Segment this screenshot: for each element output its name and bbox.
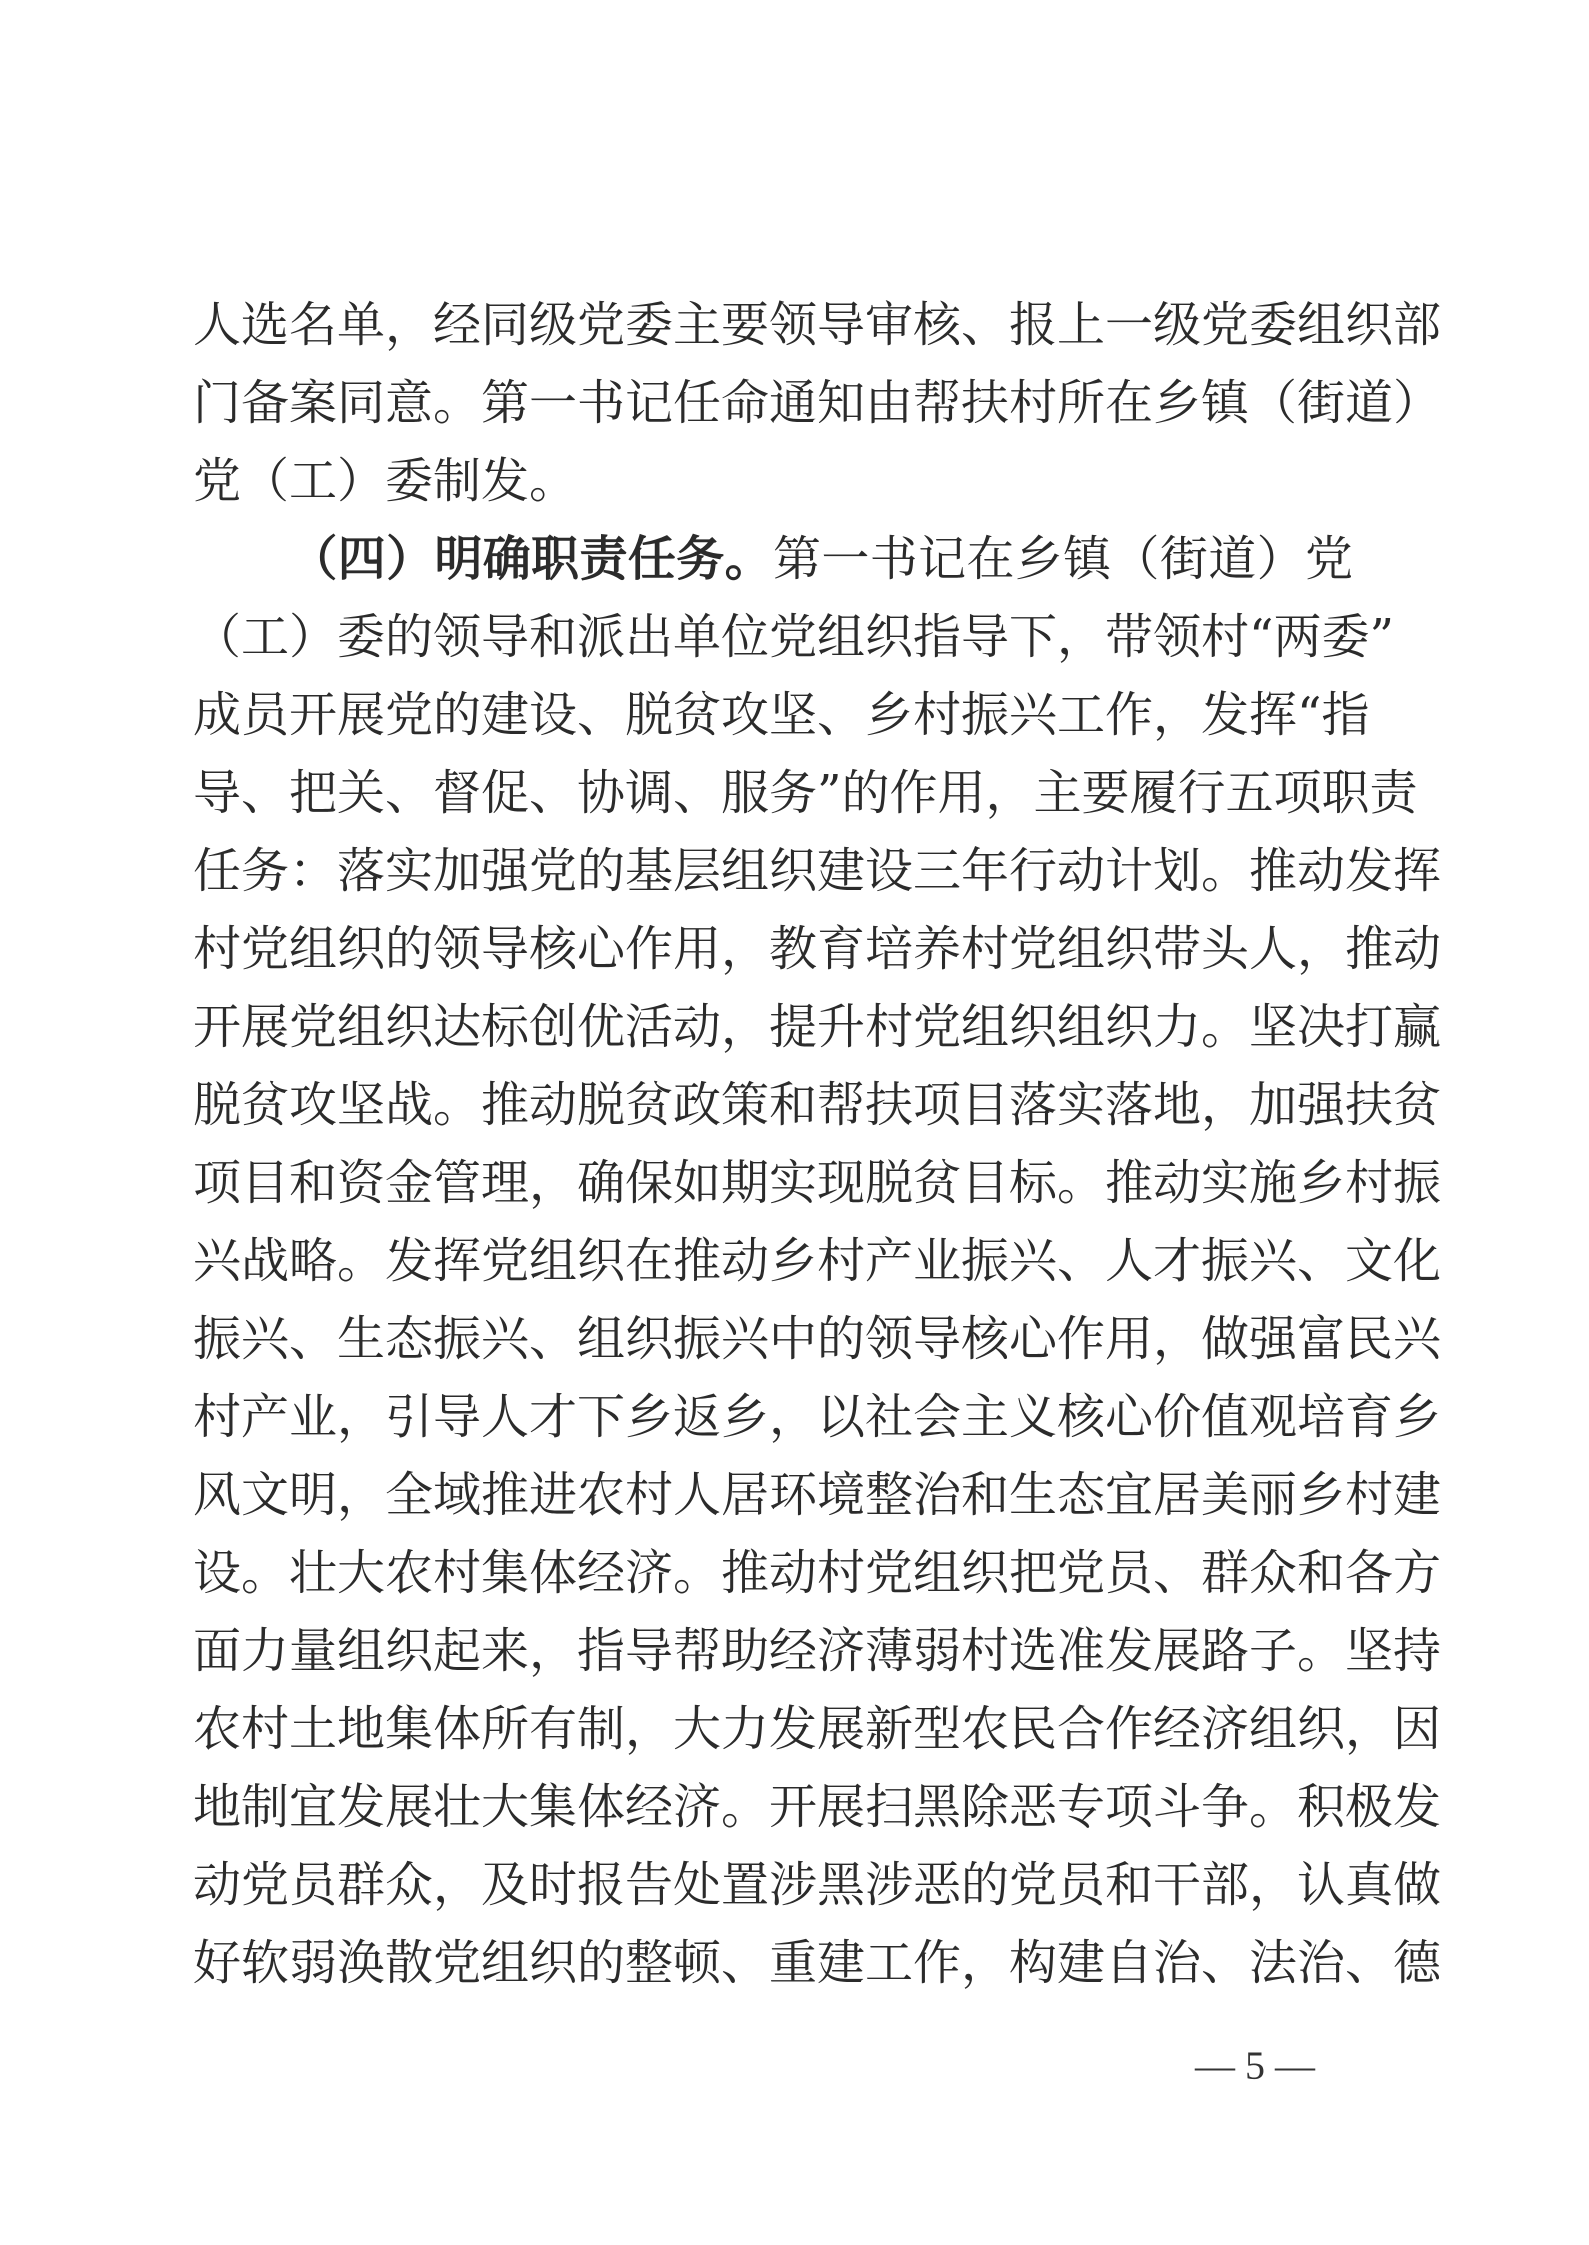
text-line: 导、把关、督促、协调、服务”的作用，主要履行五项职责 bbox=[193, 765, 1418, 821]
text-line: 农村土地集体所有制，大力发展新型农民合作经济组织，因 bbox=[193, 1701, 1442, 1757]
text-line: 任务：落实加强党的基层组织建设三年行动计划。推动发挥 bbox=[193, 843, 1442, 899]
text-line: 项目和资金管理，确保如期实现脱贫目标。推动实施乡村振 bbox=[193, 1155, 1442, 1211]
text-line: 兴战略。发挥党组织在推动乡村产业振兴、人才振兴、文化 bbox=[193, 1233, 1442, 1289]
text-line: 人选名单，经同级党委主要领导审核、报上一级党委组织部 bbox=[193, 297, 1442, 353]
text-line: 党（工）委制发。 bbox=[193, 453, 578, 509]
text-line: 脱贫攻坚战。推动脱贫政策和帮扶项目落实落地，加强扶贫 bbox=[193, 1077, 1442, 1133]
text-line: 村党组织的领导核心作用，教育培养村党组织带头人，推动 bbox=[193, 921, 1442, 977]
text-line: 面力量组织起来，指导帮助经济薄弱村选准发展路子。坚持 bbox=[193, 1623, 1442, 1679]
section-heading: （四）明确职责任务。 bbox=[289, 531, 773, 587]
page-number: — 5 — bbox=[1195, 2043, 1315, 2088]
text-line: 振兴、生态振兴、组织振兴中的领导核心作用，做强富民兴 bbox=[193, 1311, 1442, 1367]
section-text: 第一书记在乡镇（街道）党 bbox=[773, 531, 1353, 587]
text-line: 成员开展党的建设、脱贫攻坚、乡村振兴工作，发挥“指 bbox=[193, 687, 1370, 743]
text-line: （工）委的领导和派出单位党组织指导下，带领村“两委” bbox=[193, 609, 1395, 665]
text-line: 风文明，全域推进农村人居环境整治和生态宜居美丽乡村建 bbox=[193, 1467, 1442, 1523]
text-line: 村产业，引导人才下乡返乡，以社会主义核心价值观培育乡 bbox=[193, 1389, 1442, 1445]
text-line: 好软弱涣散党组织的整顿、重建工作，构建自治、法治、德 bbox=[193, 1935, 1442, 1991]
body-text bbox=[193, 286, 1442, 2002]
text-line: 动党员群众，及时报告处置涉黑涉恶的党员和干部，认真做 bbox=[193, 1857, 1442, 1913]
text-line: 地制宜发展壮大集体经济。开展扫黑除恶专项斗争。积极发 bbox=[193, 1779, 1442, 1835]
text-line: 开展党组织达标创优活动，提升村党组织组织力。坚决打赢 bbox=[193, 999, 1442, 1055]
section-four-first-line bbox=[193, 520, 1353, 598]
text-line: 门备案同意。第一书记任命通知由帮扶村所在乡镇（街道） bbox=[193, 375, 1442, 431]
text-line: 设。壮大农村集体经济。推动村党组织把党员、群众和各方 bbox=[193, 1545, 1442, 1601]
